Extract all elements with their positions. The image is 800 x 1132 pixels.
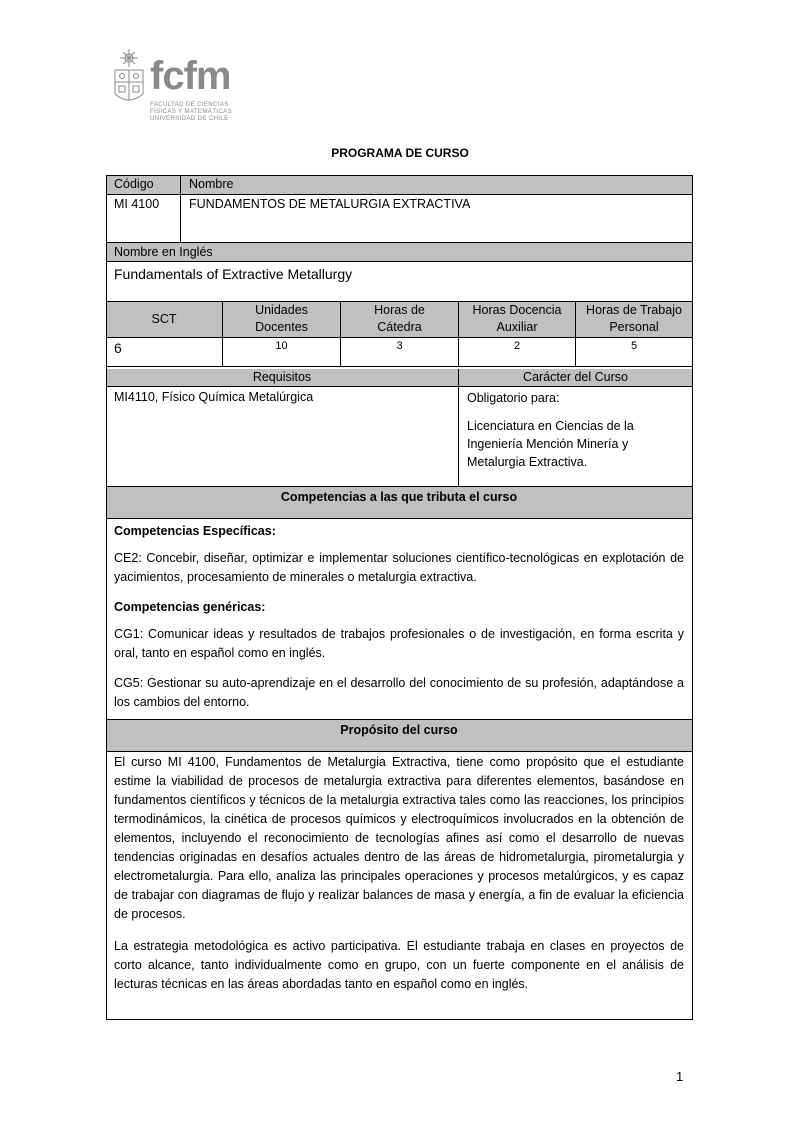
competencies-header: Competencias a las que tributa el curso — [106, 487, 693, 519]
horas-auxiliar-header: Horas Docencia Auxiliar — [459, 302, 576, 338]
competency-item: CG1: Comunicar ideas y resultados de trabajos profesionales o de investigación, en forma escrita y oral, tanto en español como en inglés. — [114, 627, 684, 660]
sct-header: SCT — [106, 302, 223, 338]
fcfm-logo — [112, 44, 242, 128]
page-number: 1 — [676, 1069, 684, 1084]
course-program-table — [106, 175, 693, 1020]
generic-competencies-heading: Competencias genéricas: — [114, 600, 266, 614]
competency-item: CE2: Concebir, diseñar, optimizar e implementar soluciones científico-tecnológicas en explotación de yacimientos, procesamiento de minerales o metalurgia extractiva. — [114, 551, 684, 584]
code-header: Código — [106, 175, 181, 195]
english-name-header: Nombre en Inglés — [106, 243, 693, 262]
logo-wordmark: fcfm — [150, 54, 231, 98]
character-line1: Obligatorio para: — [467, 391, 560, 405]
purpose-header: Propósito del curso — [106, 720, 693, 752]
sct-value: 6 — [106, 338, 223, 367]
unidades-docentes-value: 10 — [223, 338, 341, 367]
horas-trabajo-header: Horas de Trabajo Personal — [576, 302, 693, 338]
character-header: Carácter del Curso — [459, 369, 693, 387]
specific-competencies-heading: Competencias Específicas: — [114, 524, 276, 538]
purpose-paragraph: La estrategia metodológica es activo participativa. El estudiante trabaja en clases en proyectos de corto alcance, tanto individualmente como en grupo, con un fuerte componente en el análisis de lecturas técnicas en las áreas abordadas tanto en español como en inglés. — [114, 939, 684, 991]
university-crest-icon — [112, 48, 146, 108]
character-value — [459, 387, 693, 487]
institution-name — [150, 102, 250, 122]
character-line2: Licenciatura en Ciencias de la Ingeniería Mención Minería y Metalurgia Extractiva. — [467, 419, 634, 469]
purpose-paragraph: El curso MI 4100, Fundamentos de Metalurgia Extractiva, tiene como propósito que el estudiante estime la viabilidad de procesos de metalurgia extractiva para diferentes elementos, basándose en fundamentos científicos y técnicos de la metalurgia extractiva tales como las reacciones, los principios termodinámicos, la cinética de procesos químicos y electroquímicos involucrados en la obtención de elementos, incluyendo el reconocimiento de tecnologías afines así como el desarrollo de nuevas tendencias originadas en desafíos actuales dentro de las áreas de hidrometalurgia, pirometalurgia y electrometalurgia. Para ello, analiza las principales operaciones y procesos metalúrgicos, y es capaz de trabajar con diagramas de flujo y realizar balances de masa y energía, a fin de evaluar la eficiencia de procesos. — [114, 755, 684, 921]
institution-line: UNIVERSIDAD DE CHILE — [150, 114, 229, 122]
horas-catedra-header: Horas de Cátedra — [341, 302, 459, 338]
horas-catedra-value: 3 — [341, 338, 459, 367]
course-name: FUNDAMENTOS DE METALURGIA EXTRACTIVA — [181, 195, 693, 243]
requirements-value: MI4110, Físico Química Metalúrgica — [106, 387, 459, 487]
unidades-docentes-header: Unidades Docentes — [223, 302, 341, 338]
institution-line: FACULTAD DE CIENCIAS — [150, 101, 229, 108]
course-code: MI 4100 — [106, 195, 181, 243]
competencies-body — [106, 519, 693, 720]
english-name: Fundamentals of Extractive Metallurgy — [106, 262, 693, 302]
horas-trabajo-value: 5 — [576, 338, 693, 367]
horas-auxiliar-value: 2 — [459, 338, 576, 367]
institution-line: FÍSICAS Y MATEMÁTICAS — [150, 107, 232, 115]
purpose-body — [106, 752, 693, 1020]
document-title: PROGRAMA DE CURSO — [331, 146, 469, 160]
competency-item: CG5: Gestionar su auto-aprendizaje en el desarrollo del conocimiento de su profesión, adaptándose a los cambios del entorno. — [114, 676, 684, 709]
requirements-header: Requisitos — [106, 369, 459, 387]
name-header: Nombre — [181, 175, 693, 195]
